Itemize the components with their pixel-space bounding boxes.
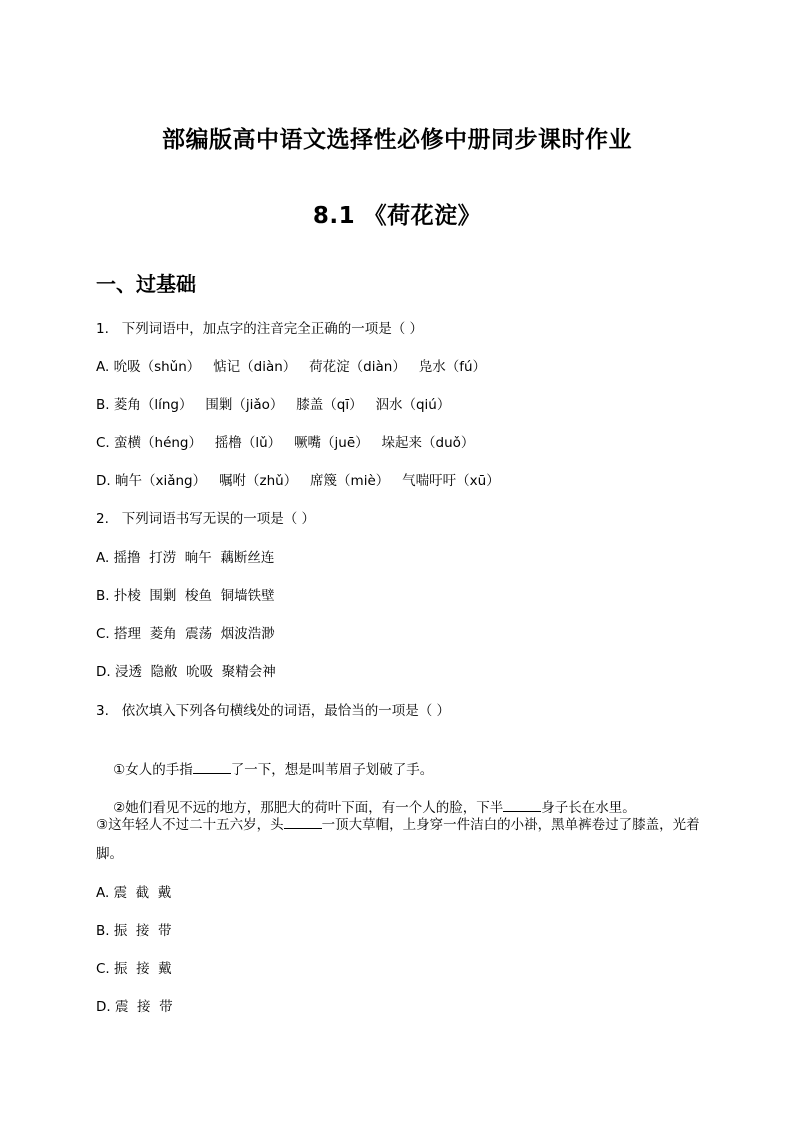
question-1-option-c: C. 蛮横（héng） 摇橹（lǔ） 噘嘴（juē） 垛起来（duǒ） — [96, 435, 475, 451]
question-2-option-d: D. 浸透 隐敝 吮吸 聚精会神 — [96, 664, 276, 680]
sentence-1-before: ①女人的手指 — [113, 762, 193, 778]
sentence-1-after: 了一下，想是叫苇眉子划破了手。 — [230, 762, 434, 778]
question-1-stem: 1. 下列词语中，加点字的注音完全正确的一项是（ ） — [96, 321, 424, 337]
question-3-option-a: A. 震 截 戴 — [96, 885, 172, 901]
question-1-option-a: A. 吮吸（shǔn） 惦记（diàn） 荷花淀（diàn） 凫水（fú） — [96, 359, 487, 375]
document-title: 部编版高中语文选择性必修中册同步课时作业 — [162, 127, 632, 153]
sentence-3-after: 一顶大草帽，上身穿一件洁白的小褂，黑单裤卷过了膝盖，光着脚。 — [96, 817, 700, 862]
question-3-option-d: D. 震 接 带 — [96, 999, 173, 1015]
sentence-3-before: ③这年轻人不过二十五六岁，头 — [96, 817, 284, 833]
question-3-option-c: C. 振 接 戴 — [96, 961, 172, 977]
question-3-sentence-3 — [96, 811, 700, 869]
question-3-option-b: B. 振 接 带 — [96, 923, 172, 939]
question-1-option-b: B. 菱角（líng） 围剿（jiǎo） 膝盖（qī） 泅水（qiú） — [96, 397, 451, 413]
fill-blank-3 — [284, 814, 322, 829]
question-2-option-b: B. 扑棱 围剿 梭鱼 铜墙铁壁 — [96, 588, 275, 604]
question-1-option-d: D. 晌午（xiǎng） 嘱咐（zhǔ） 席篾（miè） 气喘吁吁（xū） — [96, 473, 500, 489]
lesson-title: 8.1 《荷花淀》 — [312, 203, 482, 229]
question-2-option-c: C. 搭理 菱角 震荡 烟波浩渺 — [96, 626, 275, 642]
section-heading: 一、过基础 — [96, 272, 196, 296]
fill-blank-1 — [193, 759, 231, 774]
question-2-option-a: A. 摇撸 打涝 晌午 藕断丝连 — [96, 550, 275, 566]
question-3-stem: 3. 依次填入下列各句横线处的词语，最恰当的一项是（ ） — [96, 703, 451, 719]
question-2-stem: 2. 下列词语书写无误的一项是（ ） — [96, 511, 316, 527]
sentence-2-before: ②她们看见不远的地方，那肥大的荷叶下面，有一个人的脸，下半 — [113, 800, 504, 816]
sentence-2-after: 身子长在水里。 — [541, 800, 636, 816]
fill-blank-2 — [503, 797, 541, 812]
